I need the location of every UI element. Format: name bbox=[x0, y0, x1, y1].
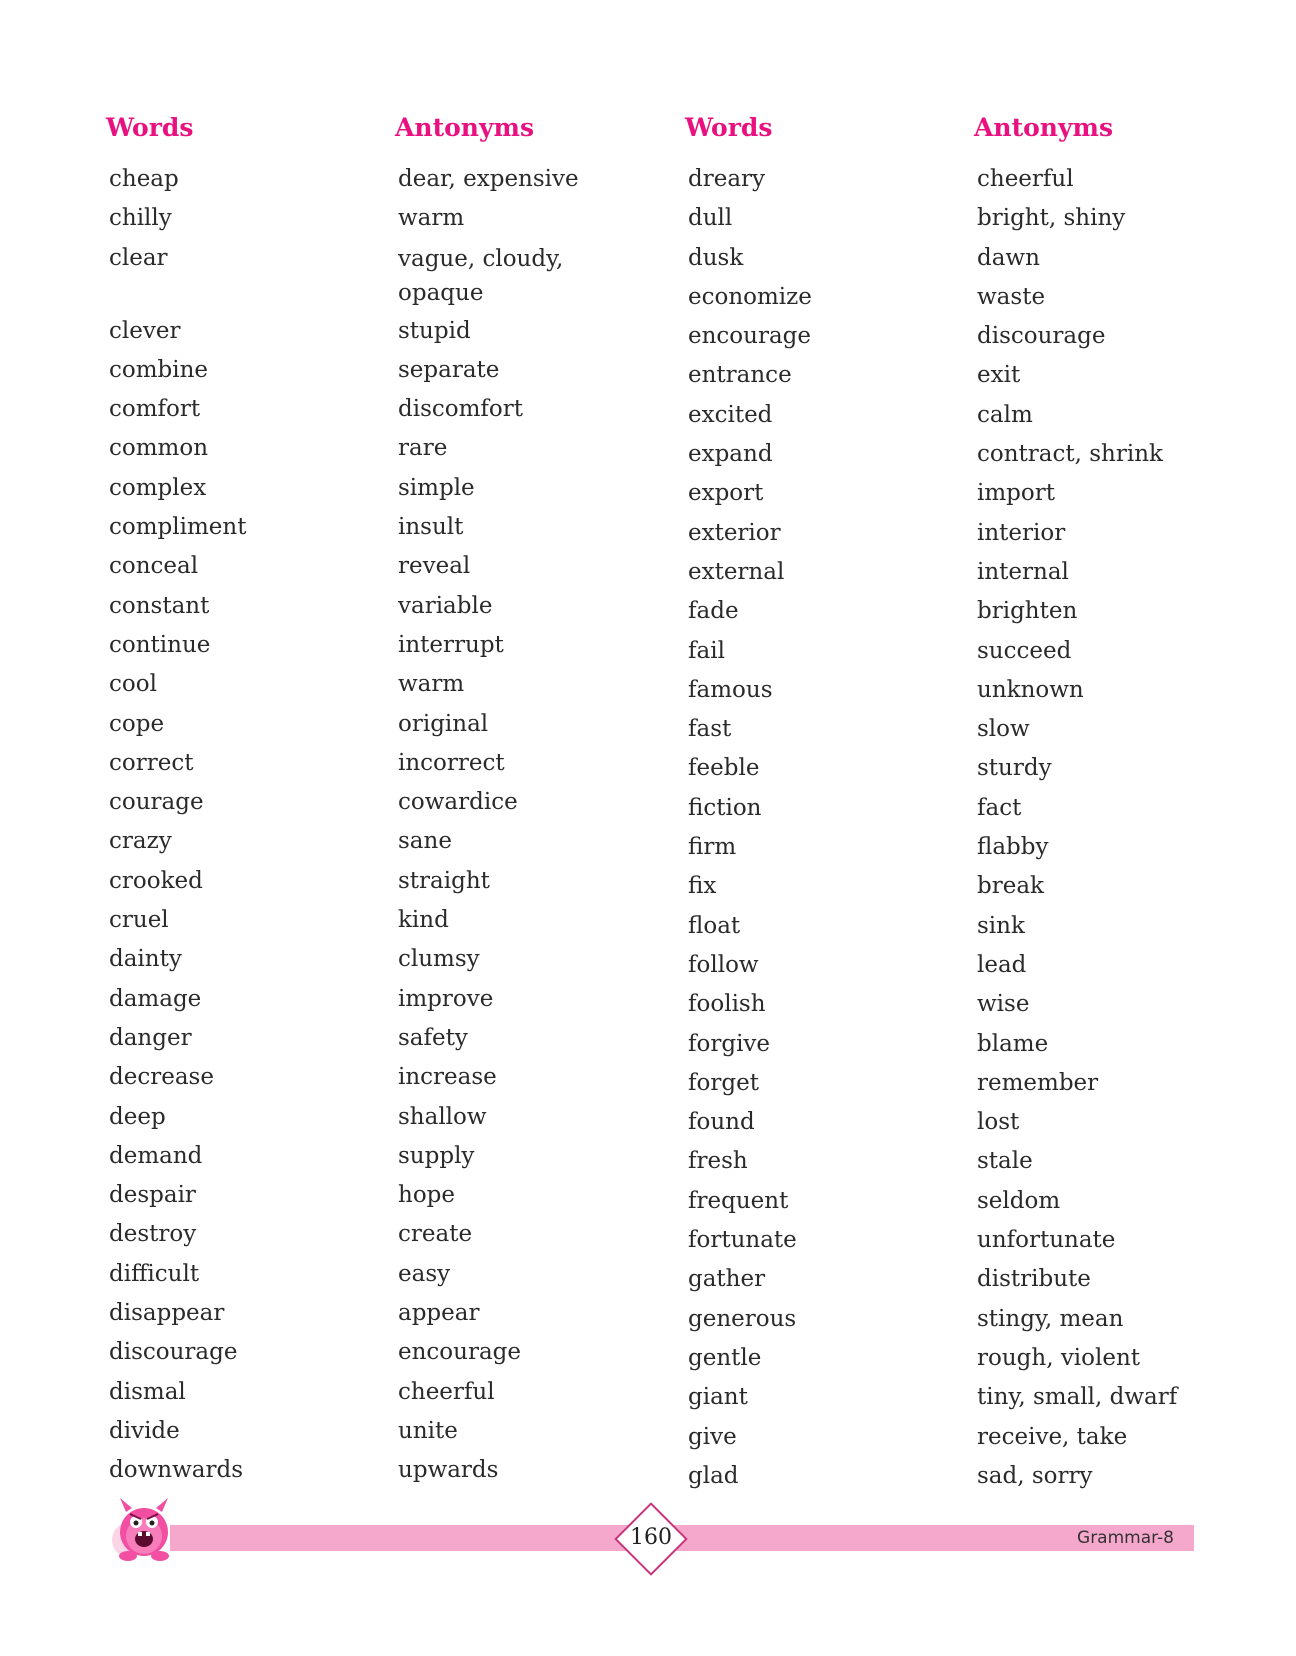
antonym-entry: waste bbox=[977, 283, 1046, 310]
antonym-entry: stupid bbox=[398, 317, 471, 344]
word-entry: glad bbox=[688, 1462, 739, 1489]
page-number: 160 bbox=[630, 1525, 672, 1550]
antonym-entry: reveal bbox=[398, 553, 471, 580]
antonym-entry: sad, sorry bbox=[977, 1462, 1093, 1489]
word-entry: famous bbox=[688, 676, 773, 703]
word-entry: float bbox=[688, 912, 741, 939]
word-entry: fiction bbox=[688, 794, 762, 821]
row-spacer bbox=[109, 278, 369, 312]
antonym-entry: cowardice bbox=[398, 789, 518, 816]
word-entry: downwards bbox=[109, 1457, 243, 1484]
word-entry: give bbox=[688, 1423, 737, 1450]
antonym-entry: appear bbox=[398, 1300, 480, 1327]
antonym-entry: receive, take bbox=[977, 1423, 1128, 1450]
antonym-entry: encourage bbox=[398, 1339, 522, 1366]
antonym-entry: improve bbox=[398, 985, 494, 1012]
word-entry: dusk bbox=[688, 244, 744, 271]
word-entry: constant bbox=[109, 592, 210, 619]
word-entry: exterior bbox=[688, 519, 781, 546]
word-entry: correct bbox=[109, 749, 194, 776]
antonym-entry: remember bbox=[977, 1069, 1099, 1096]
column-heading: Antonyms bbox=[974, 113, 1114, 142]
antonym-entry: simple bbox=[398, 474, 475, 501]
antonym-entry: vague, cloudy, opaque bbox=[398, 245, 564, 306]
antonym-entry: supply bbox=[398, 1142, 475, 1169]
antonym-entry: discomfort bbox=[398, 396, 524, 423]
antonym-entry: create bbox=[398, 1221, 473, 1248]
word-entry: damage bbox=[109, 985, 202, 1012]
antonym-entry: increase bbox=[398, 1064, 497, 1091]
antonym-entry: insult bbox=[398, 514, 464, 541]
word-entry: cool bbox=[109, 671, 157, 698]
word-entry: gather bbox=[688, 1266, 766, 1293]
column-heading: Words bbox=[685, 113, 773, 142]
antonym-entry: rare bbox=[398, 435, 448, 462]
column-heading: Words bbox=[106, 113, 194, 142]
word-entry: economize bbox=[688, 283, 812, 310]
antonym-entry: incorrect bbox=[398, 749, 505, 776]
antonym-entry: import bbox=[977, 480, 1055, 507]
word-entry: feeble bbox=[688, 755, 760, 782]
word-entry: frequent bbox=[688, 1187, 789, 1214]
antonym-entry: interior bbox=[977, 519, 1066, 546]
antonym-entry: sink bbox=[977, 912, 1025, 939]
antonym-entry: exit bbox=[977, 362, 1021, 389]
word-entry: despair bbox=[109, 1182, 196, 1209]
antonym-entry: cheerful bbox=[977, 166, 1074, 192]
antonym-entry: hope bbox=[398, 1182, 455, 1209]
antonym-entry: discourage bbox=[977, 323, 1106, 350]
antonym-entry: wise bbox=[977, 991, 1030, 1018]
antonym-entry: kind bbox=[398, 907, 449, 934]
antonym-entry: flabby bbox=[977, 834, 1049, 861]
word-entry: forgive bbox=[688, 1030, 771, 1057]
antonym-entry: blame bbox=[977, 1030, 1049, 1057]
word-entry: fix bbox=[688, 873, 717, 900]
antonym-entry: brighten bbox=[977, 598, 1078, 625]
antonym-entry: sturdy bbox=[977, 755, 1052, 782]
antonym-entry: distribute bbox=[977, 1266, 1091, 1293]
antonym-entry: separate bbox=[398, 356, 500, 383]
word-entry: combine bbox=[109, 356, 209, 383]
word-entry: follow bbox=[688, 951, 759, 978]
antonym-entry: straight bbox=[398, 867, 490, 894]
word-entry: expand bbox=[688, 441, 773, 468]
word-list bbox=[109, 160, 369, 1490]
antonym-entry: unite bbox=[398, 1417, 458, 1444]
word-entry: demand bbox=[109, 1142, 203, 1169]
antonym-entry: clumsy bbox=[398, 946, 480, 973]
word-entry: dainty bbox=[109, 946, 182, 973]
antonym-entry: upwards bbox=[398, 1457, 499, 1484]
word-entry: crooked bbox=[109, 867, 203, 894]
antonym-entry: dawn bbox=[977, 244, 1040, 271]
antonym-entry: cheerful bbox=[398, 1378, 495, 1405]
word-entry: fresh bbox=[688, 1148, 748, 1175]
word-entry: clear bbox=[109, 244, 168, 271]
antonym-entry: fact bbox=[977, 794, 1022, 821]
word-entry: comfort bbox=[109, 396, 201, 423]
antonym-entry: easy bbox=[398, 1260, 451, 1287]
column-heading: Antonyms bbox=[395, 113, 535, 142]
word-entry: divide bbox=[109, 1417, 180, 1444]
word-entry: danger bbox=[109, 1024, 192, 1051]
word-entry: encourage bbox=[688, 323, 812, 350]
word-entry: courage bbox=[109, 789, 204, 816]
word-entry: cruel bbox=[109, 907, 169, 934]
word-entry: continue bbox=[109, 631, 211, 658]
word-entry: compliment bbox=[109, 514, 247, 541]
word-entry: dismal bbox=[109, 1378, 186, 1405]
word-entry: firm bbox=[688, 834, 737, 861]
word-entry: discourage bbox=[109, 1339, 238, 1366]
antonym-entry: safety bbox=[398, 1024, 468, 1051]
antonym-entry: bright, shiny bbox=[977, 205, 1126, 232]
antonym-entry: lead bbox=[977, 951, 1027, 978]
word-entry: conceal bbox=[109, 553, 199, 580]
antonym-entry: variable bbox=[398, 592, 493, 619]
word-entry: difficult bbox=[109, 1260, 200, 1287]
antonym-entry: warm bbox=[398, 205, 465, 232]
word-entry: crazy bbox=[109, 828, 172, 855]
antonym-entry: calm bbox=[977, 401, 1033, 428]
word-entry: forget bbox=[688, 1069, 759, 1096]
antonym-entry: succeed bbox=[977, 637, 1072, 664]
word-list bbox=[688, 160, 948, 1496]
word-entry: chilly bbox=[109, 205, 172, 232]
word-entry: common bbox=[109, 435, 209, 462]
antonym-entry: dear, expensive bbox=[398, 166, 579, 192]
word-entry: clever bbox=[109, 317, 181, 344]
word-entry: complex bbox=[109, 474, 207, 501]
column-words-1 bbox=[106, 108, 369, 1490]
antonym-entry: seldom bbox=[977, 1187, 1061, 1214]
antonym-entry: interrupt bbox=[398, 631, 504, 658]
word-entry: fail bbox=[688, 637, 725, 664]
word-entry: found bbox=[688, 1109, 755, 1136]
column-antonyms-1 bbox=[395, 108, 658, 1491]
antonym-entry: sane bbox=[398, 828, 452, 855]
antonym-list bbox=[398, 160, 658, 1491]
antonym-entry: break bbox=[977, 873, 1044, 900]
word-entry: destroy bbox=[109, 1221, 197, 1248]
word-entry: gentle bbox=[688, 1344, 762, 1371]
word-entry: excited bbox=[688, 401, 773, 428]
antonym-entry: unknown bbox=[977, 676, 1084, 703]
book-title: Grammar-8 bbox=[1077, 1528, 1174, 1548]
column-words-2 bbox=[685, 108, 948, 1496]
column-antonyms-2 bbox=[974, 108, 1237, 1496]
word-entry: dreary bbox=[688, 166, 766, 192]
word-entry: fade bbox=[688, 598, 739, 625]
antonym-entry: rough, violent bbox=[977, 1344, 1141, 1371]
antonym-entry: warm bbox=[398, 671, 465, 698]
pink-monster-mascot-icon bbox=[104, 1492, 184, 1562]
word-entry: generous bbox=[688, 1305, 797, 1332]
antonym-entry: stale bbox=[977, 1148, 1033, 1175]
word-entry: external bbox=[688, 558, 785, 585]
antonym-entry: internal bbox=[977, 558, 1069, 585]
word-entry: fortunate bbox=[688, 1227, 797, 1254]
antonym-entry: unfortunate bbox=[977, 1227, 1116, 1254]
antonym-entry: tiny, small, dwarf bbox=[977, 1384, 1178, 1411]
antonym-entry: shallow bbox=[398, 1103, 487, 1130]
word-entry: deep bbox=[109, 1103, 166, 1130]
word-entry: fast bbox=[688, 716, 732, 743]
word-entry: entrance bbox=[688, 362, 792, 389]
antonym-list bbox=[977, 160, 1237, 1496]
antonym-entry: original bbox=[398, 710, 489, 737]
antonym-entry: slow bbox=[977, 716, 1030, 743]
word-entry: export bbox=[688, 480, 764, 507]
word-entry: foolish bbox=[688, 991, 766, 1018]
word-entry: dull bbox=[688, 205, 733, 232]
antonym-entry: lost bbox=[977, 1109, 1020, 1136]
antonym-entry: stingy, mean bbox=[977, 1305, 1124, 1332]
word-entry: cope bbox=[109, 710, 165, 737]
word-entry: decrease bbox=[109, 1064, 214, 1091]
antonym-entry: contract, shrink bbox=[977, 441, 1163, 468]
word-entry: disappear bbox=[109, 1300, 225, 1326]
word-entry: cheap bbox=[109, 166, 179, 192]
word-entry: giant bbox=[688, 1384, 748, 1411]
